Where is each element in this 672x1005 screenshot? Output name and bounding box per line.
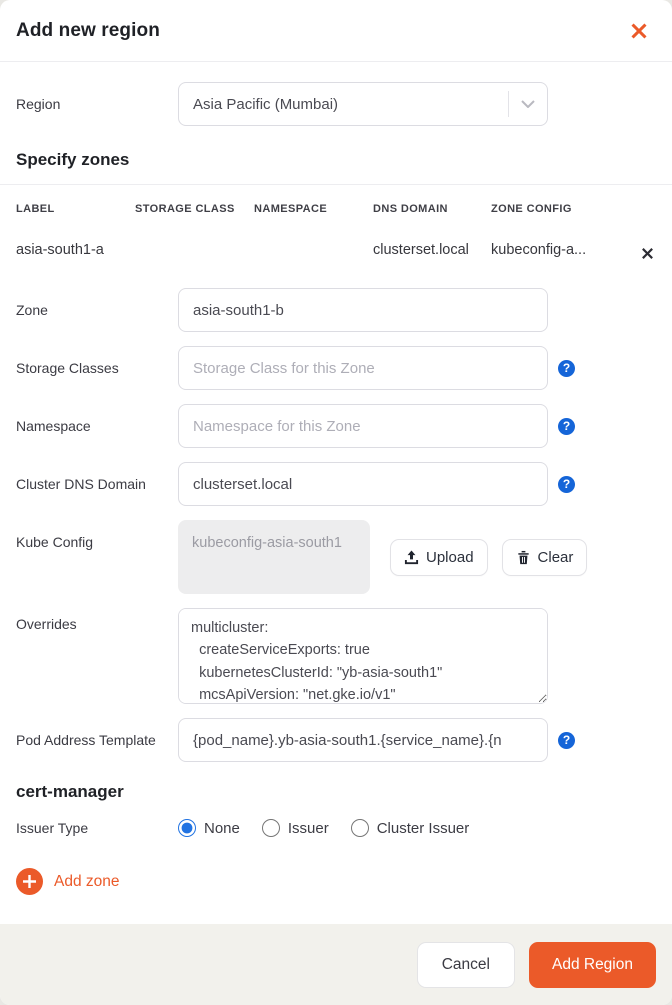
region-row	[16, 82, 656, 126]
delete-x-icon	[641, 247, 654, 260]
zone-input[interactable]	[178, 288, 548, 332]
namespace-row	[16, 404, 656, 448]
zones-table-header	[16, 185, 656, 217]
issuer-type-radio-group	[178, 819, 469, 837]
overrides-row	[16, 608, 656, 704]
col-namespace: NAMESPACE	[254, 203, 328, 215]
kube-config-filename: kubeconfig-asia-south1	[178, 520, 370, 594]
storage-classes-label: Storage Classes	[16, 359, 119, 376]
modal-body	[0, 62, 672, 924]
kube-config-row	[16, 520, 656, 594]
upload-icon	[404, 550, 419, 565]
specify-zones-heading: Specify zones	[16, 150, 130, 169]
upload-button-label: Upload	[426, 548, 474, 566]
issuer-option-issuer[interactable]	[262, 819, 329, 837]
cell-zone-config: kubeconfig-a...	[491, 241, 587, 258]
issuer-option-none[interactable]	[178, 819, 240, 837]
dns-domain-input[interactable]	[178, 462, 548, 506]
plus-icon	[16, 868, 43, 895]
clear-button[interactable]	[502, 539, 588, 576]
namespace-label: Namespace	[16, 417, 91, 434]
kube-config-label: Kube Config	[16, 534, 94, 550]
radio-cluster-issuer[interactable]	[351, 819, 369, 837]
overrides-label: Overrides	[16, 616, 77, 632]
upload-button[interactable]	[390, 539, 488, 576]
storage-classes-input[interactable]	[178, 346, 548, 390]
issuer-type-row	[16, 818, 656, 838]
delete-zone-row-button[interactable]	[639, 245, 656, 262]
col-label: LABEL	[16, 203, 55, 215]
issuer-option-cluster-issuer-label: Cluster Issuer	[376, 819, 470, 837]
close-button[interactable]	[626, 18, 652, 44]
zone-label: Zone	[16, 301, 48, 318]
table-row	[16, 217, 656, 288]
add-zone-label: Add zone	[54, 872, 120, 890]
close-icon	[630, 22, 648, 40]
radio-issuer[interactable]	[262, 819, 280, 837]
pod-address-row	[16, 718, 656, 762]
pod-address-label: Pod Address Template	[16, 731, 156, 748]
col-storage-class: STORAGE CLASS	[135, 203, 235, 215]
help-icon[interactable]	[558, 732, 575, 749]
add-region-button[interactable]: Add Region	[529, 942, 656, 988]
cell-dns-domain: clusterset.local	[373, 241, 469, 258]
help-icon[interactable]	[558, 418, 575, 435]
issuer-type-label: Issuer Type	[16, 820, 89, 836]
chevron-down-icon	[509, 100, 547, 108]
help-icon[interactable]	[558, 476, 575, 493]
storage-classes-row	[16, 346, 656, 390]
col-zone-config: ZONE CONFIG	[491, 203, 572, 215]
help-icon[interactable]	[558, 360, 575, 377]
region-select[interactable]	[178, 82, 548, 126]
issuer-option-issuer-label: Issuer	[287, 819, 329, 837]
dns-domain-row	[16, 462, 656, 506]
cell-label: asia-south1-a	[16, 241, 104, 258]
cert-manager-heading: cert-manager	[16, 782, 124, 801]
cancel-button[interactable]: Cancel	[417, 942, 515, 988]
col-dns-domain: DNS DOMAIN	[373, 203, 448, 215]
zones-table	[0, 184, 672, 288]
modal-footer	[0, 924, 672, 1005]
radio-none[interactable]	[178, 819, 196, 837]
issuer-option-cluster-issuer[interactable]	[351, 819, 470, 837]
region-label: Region	[16, 95, 61, 112]
pod-address-input[interactable]	[178, 718, 548, 762]
trash-icon	[516, 550, 531, 565]
region-select-value: Asia Pacific (Mumbai)	[193, 95, 339, 113]
clear-button-label: Clear	[537, 548, 574, 566]
namespace-input[interactable]	[178, 404, 548, 448]
add-zone-button[interactable]	[16, 868, 120, 895]
dns-domain-label: Cluster DNS Domain	[16, 475, 146, 492]
overrides-textarea[interactable]	[178, 608, 548, 704]
zone-row	[16, 288, 656, 332]
modal-header	[0, 0, 672, 62]
modal-title: Add new region	[16, 19, 160, 41]
kube-config-actions	[390, 539, 587, 576]
issuer-option-none-label: None	[204, 819, 240, 837]
